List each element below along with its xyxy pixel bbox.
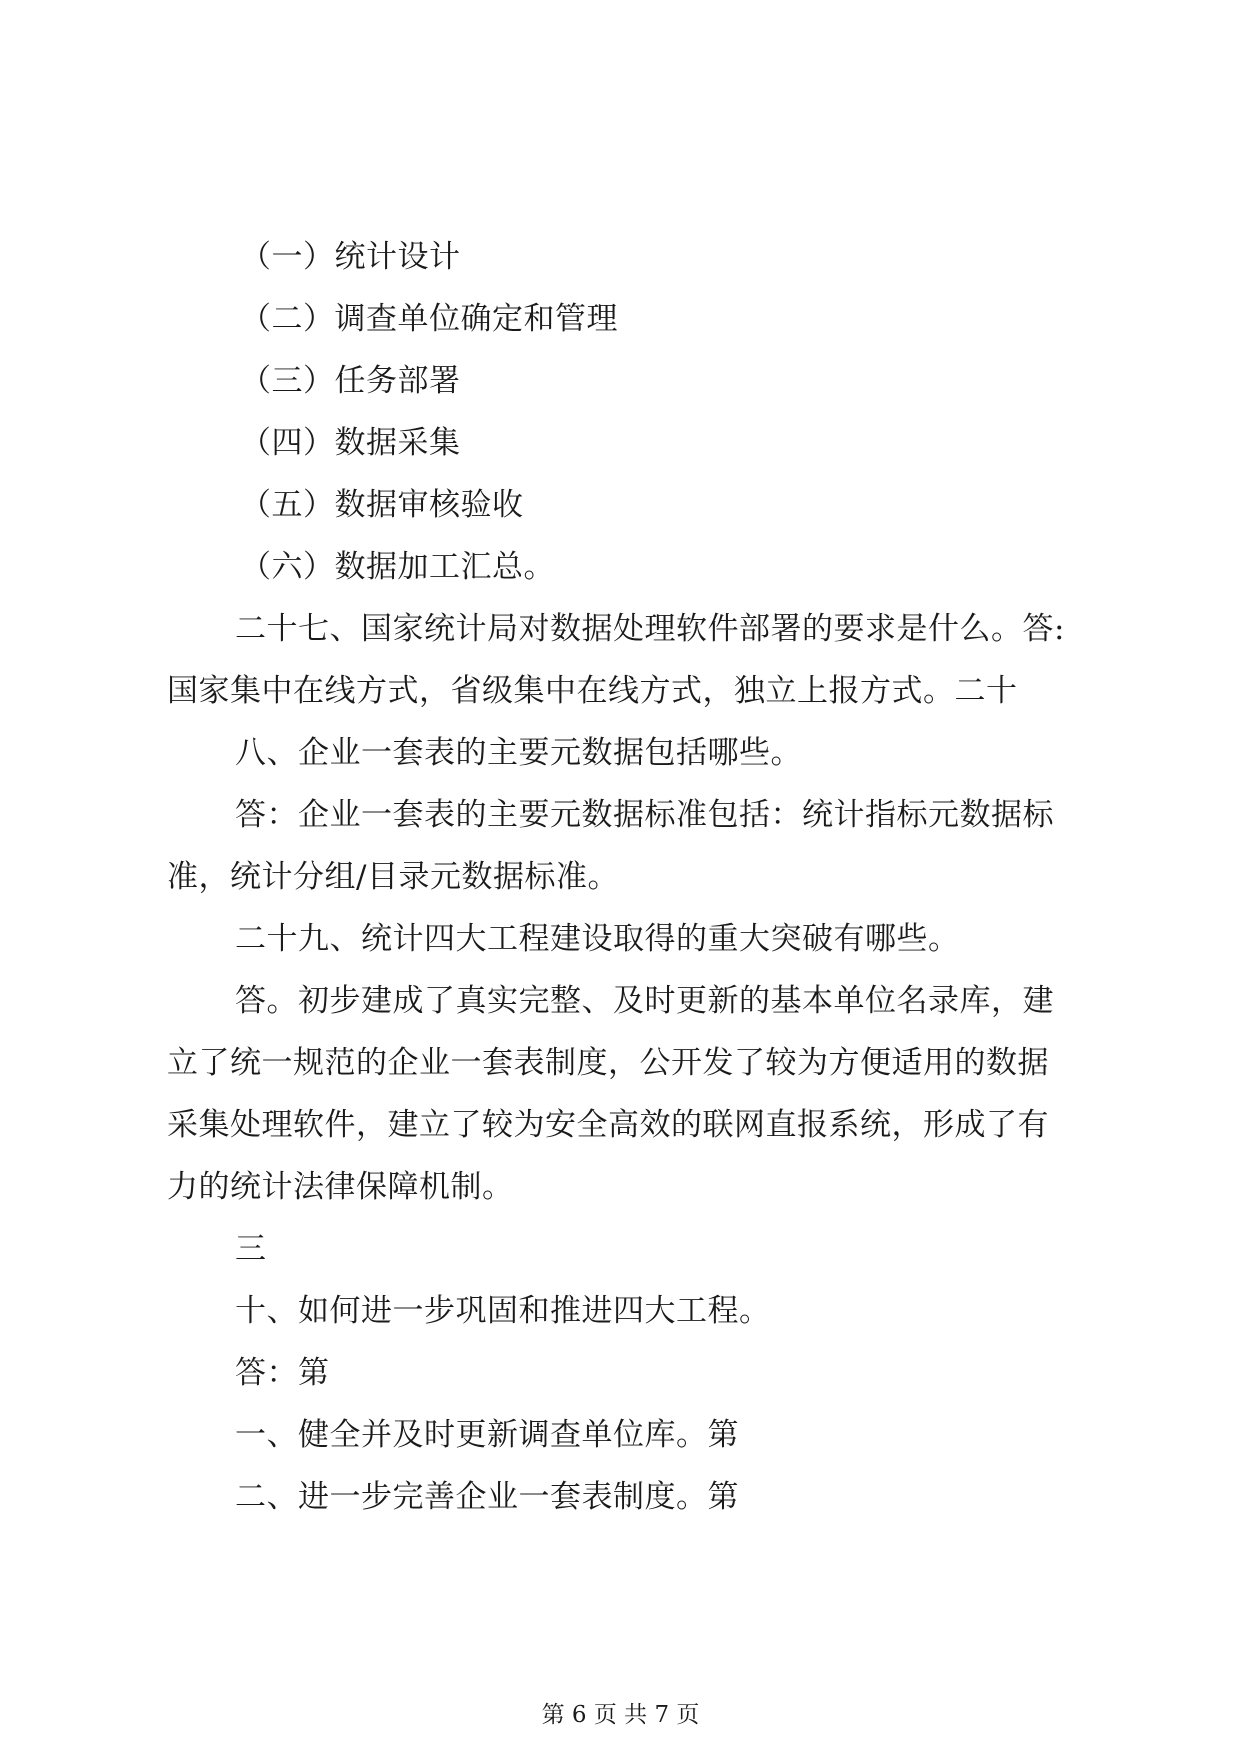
paragraph-line: 答：第	[235, 1355, 330, 1391]
paragraph-line: 二十九、统计四大工程建设取得的重大突破有哪些。	[235, 921, 960, 957]
list-item: （四）数据采集	[240, 425, 461, 461]
paragraph-line: 一、健全并及时更新调查单位库。第	[235, 1417, 739, 1453]
paragraph-line: 八、企业一套表的主要元数据包括哪些。	[235, 735, 802, 771]
list-item: （六）数据加工汇总。	[240, 549, 555, 585]
paragraph-line: 采集处理软件，建立了较为安全高效的联网直报系统，形成了有	[167, 1107, 1049, 1143]
paragraph-line: 二十七、国家统计局对数据处理软件部署的要求是什么。答:	[235, 611, 1065, 647]
paragraph-line: 二、进一步完善企业一套表制度。第	[235, 1479, 739, 1515]
paragraph-line: 答。初步建成了真实完整、及时更新的基本单位名录库，建	[235, 983, 1054, 1019]
paragraph-line: 国家集中在线方式，省级集中在线方式，独立上报方式。二十	[167, 673, 1018, 709]
list-item: （三）任务部署	[240, 363, 461, 399]
paragraph-line: 力的统计法律保障机制。	[167, 1169, 514, 1205]
paragraph-line: 立了统一规范的企业一套表制度，公开发了较为方便适用的数据	[167, 1045, 1049, 1081]
list-item: （五）数据审核验收	[240, 487, 524, 523]
page-number-footer: 第 6 页 共 7 页	[541, 1702, 700, 1728]
list-item: （一）统计设计	[240, 239, 461, 275]
paragraph-line: 准，统计分组/目录元数据标准。	[167, 859, 619, 895]
paragraph-line: 三	[235, 1231, 267, 1267]
paragraph-line: 答：企业一套表的主要元数据标准包括：统计指标元数据标	[235, 797, 1054, 833]
paragraph-line: 十、如何进一步巩固和推进四大工程。	[235, 1293, 771, 1329]
list-item: （二）调查单位确定和管理	[240, 301, 618, 337]
